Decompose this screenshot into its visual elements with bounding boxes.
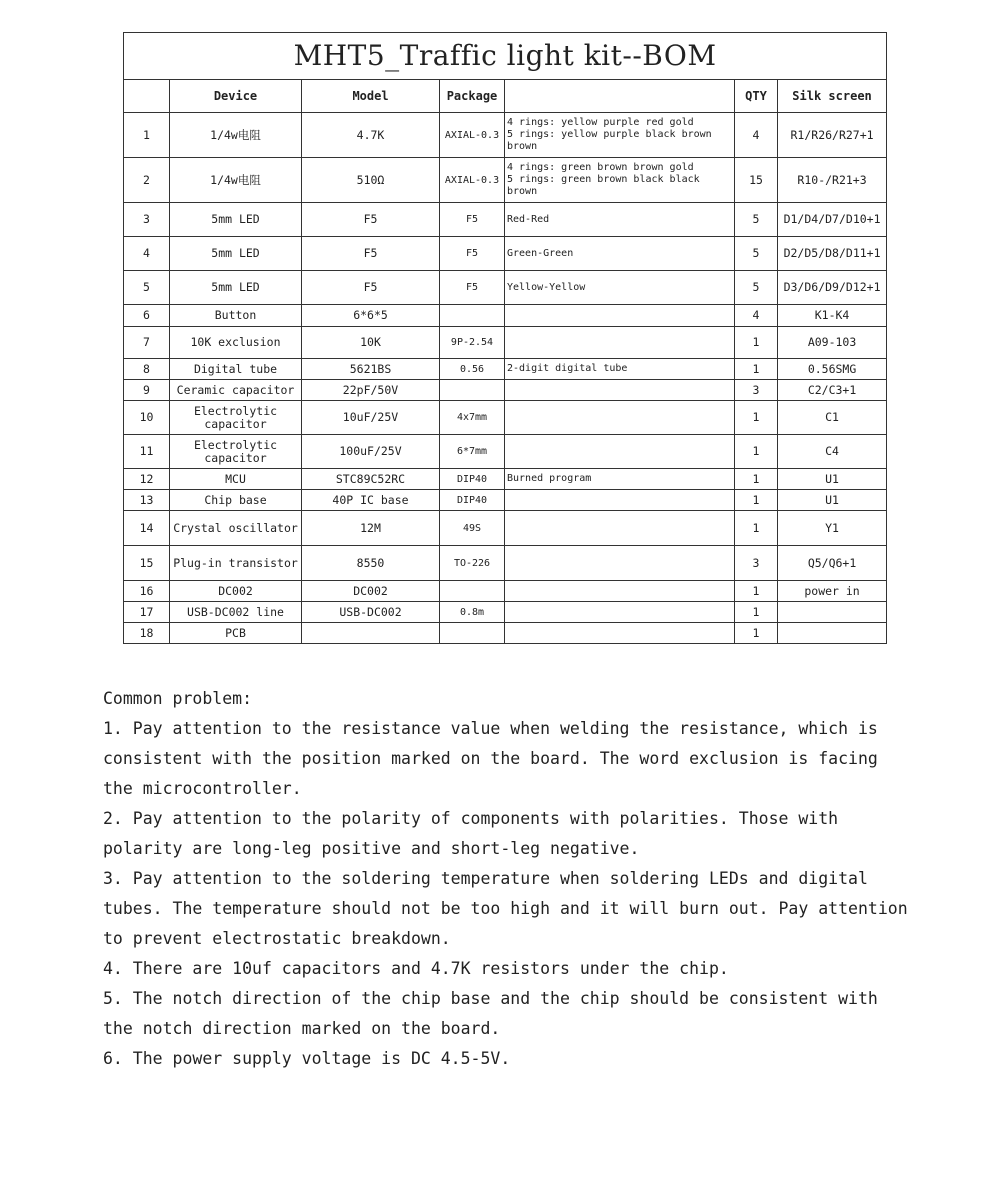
cell-num: 8 <box>124 359 170 380</box>
cell-num: 7 <box>124 327 170 359</box>
cell-note <box>505 203 735 237</box>
table-row <box>124 359 887 380</box>
cell-device: MCU <box>170 469 302 490</box>
table-header-row <box>124 80 887 113</box>
cell-device: Button <box>170 305 302 327</box>
notes-list <box>103 714 909 1074</box>
table-row <box>124 511 887 546</box>
cell-device: 1/4w电阻 <box>170 158 302 203</box>
cell-model: F5 <box>302 271 440 305</box>
cell-num: 1 <box>124 113 170 158</box>
cell-num: 13 <box>124 490 170 511</box>
cell-num: 11 <box>124 435 170 469</box>
cell-silk: C4 <box>778 435 887 469</box>
cell-model: 5621BS <box>302 359 440 380</box>
header-qty: QTY <box>735 80 778 113</box>
cell-package <box>440 380 505 401</box>
table-row <box>124 327 887 359</box>
cell-device: Chip base <box>170 490 302 511</box>
cell-package: DIP40 <box>440 490 505 511</box>
cell-model: 100uF/25V <box>302 435 440 469</box>
cell-silk: power in <box>778 581 887 602</box>
cell-num: 5 <box>124 271 170 305</box>
cell-note <box>505 546 735 581</box>
cell-package: 0.8m <box>440 602 505 623</box>
cell-num: 9 <box>124 380 170 401</box>
table-row <box>124 581 887 602</box>
cell-model: 22pF/50V <box>302 380 440 401</box>
note-line: 2-digit digital tube <box>507 363 628 374</box>
cell-package: 6*7mm <box>440 435 505 469</box>
cell-package: 49S <box>440 511 505 546</box>
table-row <box>124 435 887 469</box>
cell-device: 5mm LED <box>170 237 302 271</box>
cell-silk <box>778 623 887 644</box>
cell-model: 12M <box>302 511 440 546</box>
note-line: 4 rings: yellow purple red gold <box>507 117 694 128</box>
bom-body <box>124 113 887 644</box>
cell-qty: 1 <box>735 327 778 359</box>
cell-silk: Y1 <box>778 511 887 546</box>
cell-silk: U1 <box>778 490 887 511</box>
cell-qty: 3 <box>735 546 778 581</box>
cell-num: 16 <box>124 581 170 602</box>
cell-note <box>505 401 735 435</box>
cell-qty: 1 <box>735 359 778 380</box>
table-row <box>124 546 887 581</box>
cell-silk: Q5/Q6+1 <box>778 546 887 581</box>
cell-model: 10uF/25V <box>302 401 440 435</box>
cell-note <box>505 327 735 359</box>
cell-device: Electrolytic capacitor <box>170 435 302 469</box>
cell-qty: 1 <box>735 511 778 546</box>
cell-silk: R10-/R21+3 <box>778 158 887 203</box>
note-item: 1. Pay attention to the resistance value when welding the resistance, which is consistent with the position marked on the board. The word exclusion is facing the microcontroller. <box>103 719 878 798</box>
cell-num: 6 <box>124 305 170 327</box>
cell-note <box>505 113 735 158</box>
note-item: 2. Pay attention to the polarity of components with polarities. Those with polarity are long-leg positive and short-leg negative. <box>103 809 839 858</box>
cell-qty: 1 <box>735 623 778 644</box>
cell-num: 2 <box>124 158 170 203</box>
table-row <box>124 623 887 644</box>
cell-silk: C1 <box>778 401 887 435</box>
table-row <box>124 158 887 203</box>
cell-device: Crystal oscillator <box>170 511 302 546</box>
cell-note <box>505 469 735 490</box>
cell-note <box>505 359 735 380</box>
note-item: 5. The notch direction of the chip base and the chip should be consistent with the notch direction marked on the board. <box>103 989 878 1038</box>
cell-num: 4 <box>124 237 170 271</box>
note-line: Burned program <box>507 473 592 484</box>
cell-model: 8550 <box>302 546 440 581</box>
cell-model: USB-DC002 <box>302 602 440 623</box>
cell-package: F5 <box>440 271 505 305</box>
cell-model: 4.7K <box>302 113 440 158</box>
header-note <box>505 80 735 113</box>
cell-device: 5mm LED <box>170 271 302 305</box>
table-row <box>124 271 887 305</box>
cell-qty: 1 <box>735 469 778 490</box>
note-line: 5 rings: yellow purple black brown <box>507 129 712 140</box>
cell-num: 17 <box>124 602 170 623</box>
cell-qty: 1 <box>735 401 778 435</box>
cell-qty: 1 <box>735 490 778 511</box>
cell-model: 40P IC base <box>302 490 440 511</box>
cell-num: 3 <box>124 203 170 237</box>
cell-silk: D3/D6/D9/D12+1 <box>778 271 887 305</box>
header-num <box>124 80 170 113</box>
cell-num: 15 <box>124 546 170 581</box>
cell-model: STC89C52RC <box>302 469 440 490</box>
cell-device: 5mm LED <box>170 203 302 237</box>
cell-note <box>505 271 735 305</box>
bom-table <box>123 32 887 644</box>
cell-silk: U1 <box>778 469 887 490</box>
cell-device: Digital tube <box>170 359 302 380</box>
cell-device: 10K exclusion <box>170 327 302 359</box>
note-line: 4 rings: green brown brown gold <box>507 162 694 173</box>
cell-num: 10 <box>124 401 170 435</box>
notes-heading: Common problem: <box>103 689 253 708</box>
cell-silk: K1-K4 <box>778 305 887 327</box>
cell-package <box>440 581 505 602</box>
table-row <box>124 113 887 158</box>
cell-qty: 4 <box>735 305 778 327</box>
cell-silk: 0.56SMG <box>778 359 887 380</box>
cell-device: USB-DC002 line <box>170 602 302 623</box>
note-item: 3. Pay attention to the soldering temperature when soldering LEDs and digital tubes. The temperature should not be too high and it will burn out. Pay attention to prevent electrostatic breakdown. <box>103 869 908 948</box>
cell-note <box>505 380 735 401</box>
cell-silk: A09-103 <box>778 327 887 359</box>
cell-silk: R1/R26/R27+1 <box>778 113 887 158</box>
cell-model: 10K <box>302 327 440 359</box>
cell-model: 510Ω <box>302 158 440 203</box>
table-row <box>124 469 887 490</box>
cell-package: 9P-2.54 <box>440 327 505 359</box>
cell-device: Plug-in transistor <box>170 546 302 581</box>
cell-note <box>505 602 735 623</box>
cell-qty: 5 <box>735 203 778 237</box>
cell-qty: 5 <box>735 271 778 305</box>
cell-num: 14 <box>124 511 170 546</box>
cell-qty: 5 <box>735 237 778 271</box>
table-row <box>124 401 887 435</box>
cell-model: F5 <box>302 237 440 271</box>
cell-package: F5 <box>440 203 505 237</box>
cell-package: AXIAL-0.3 <box>440 158 505 203</box>
note-line: Green-Green <box>507 247 574 259</box>
cell-model: 6*6*5 <box>302 305 440 327</box>
cell-qty: 1 <box>735 435 778 469</box>
table-row <box>124 237 887 271</box>
cell-device: 1/4w电阻 <box>170 113 302 158</box>
cell-qty: 4 <box>735 113 778 158</box>
cell-note <box>505 581 735 602</box>
cell-package: TO-226 <box>440 546 505 581</box>
cell-device: Electrolytic capacitor <box>170 401 302 435</box>
note-item: 6. The power supply voltage is DC 4.5-5V. <box>103 1049 511 1068</box>
cell-model: DC002 <box>302 581 440 602</box>
header-silk: Silk screen <box>778 80 887 113</box>
table-row <box>124 203 887 237</box>
cell-qty: 1 <box>735 602 778 623</box>
cell-package: F5 <box>440 237 505 271</box>
cell-device: Ceramic capacitor <box>170 380 302 401</box>
cell-qty: 3 <box>735 380 778 401</box>
cell-note <box>505 435 735 469</box>
cell-silk: D2/D5/D8/D11+1 <box>778 237 887 271</box>
cell-note <box>505 623 735 644</box>
table-row <box>124 490 887 511</box>
cell-silk: D1/D4/D7/D10+1 <box>778 203 887 237</box>
table-row <box>124 305 887 327</box>
cell-model <box>302 623 440 644</box>
cell-note <box>505 305 735 327</box>
cell-device: PCB <box>170 623 302 644</box>
common-problems <box>103 684 909 1074</box>
cell-package: 4x7mm <box>440 401 505 435</box>
cell-package <box>440 305 505 327</box>
cell-model: F5 <box>302 203 440 237</box>
cell-silk: C2/C3+1 <box>778 380 887 401</box>
table-row <box>124 380 887 401</box>
cell-package: AXIAL-0.3 <box>440 113 505 158</box>
cell-package <box>440 623 505 644</box>
note-line: Red-Red <box>507 213 550 225</box>
cell-qty: 15 <box>735 158 778 203</box>
note-line: brown <box>507 141 538 152</box>
cell-note <box>505 511 735 546</box>
header-model: Model <box>302 80 440 113</box>
cell-silk <box>778 602 887 623</box>
cell-num: 12 <box>124 469 170 490</box>
cell-package: 0.56 <box>440 359 505 380</box>
bom-title: MHT5_Traffic light kit--BOM <box>124 33 887 80</box>
cell-note <box>505 158 735 203</box>
cell-qty: 1 <box>735 581 778 602</box>
cell-num: 18 <box>124 623 170 644</box>
cell-note <box>505 490 735 511</box>
note-line: 5 rings: green brown black black brown <box>507 174 700 197</box>
note-item: 4. There are 10uf capacitors and 4.7K resistors under the chip. <box>103 959 729 978</box>
header-package: Package <box>440 80 505 113</box>
cell-device: DC002 <box>170 581 302 602</box>
cell-note <box>505 237 735 271</box>
cell-package: DIP40 <box>440 469 505 490</box>
header-device: Device <box>170 80 302 113</box>
table-row <box>124 602 887 623</box>
note-line: Yellow-Yellow <box>507 281 586 293</box>
